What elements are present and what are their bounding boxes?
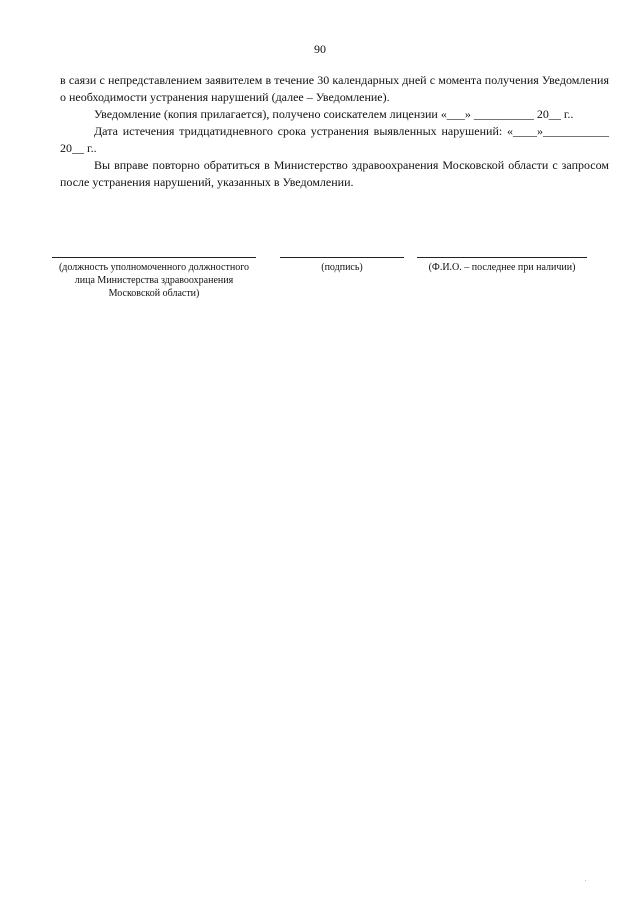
position-line xyxy=(52,257,256,258)
position-caption: (должность уполномоченного должностного лица Министерства здравоохранения Московской области) xyxy=(58,262,250,299)
signature-name-field xyxy=(417,257,587,274)
document-body xyxy=(60,72,609,191)
sign-caption: (подпись) xyxy=(321,262,363,273)
name-line xyxy=(417,257,587,258)
paragraph-deadline-date: Дата истечения тридцатидневного срока устранения выявленных нарушений: «____»___________ 20__ г.. xyxy=(60,124,609,155)
signature-sign-field xyxy=(280,257,404,274)
scan-speck xyxy=(585,880,586,881)
paragraph-reapply-right: Вы вправе повторно обратиться в Министерство здравоохранения Московской области с запросом после устранения нарушений, указанных в Уведомлении. xyxy=(60,158,609,189)
name-caption: (Ф.И.О. – последнее при наличии) xyxy=(428,262,576,273)
page-number: 90 xyxy=(314,42,326,56)
signature-position-field xyxy=(52,257,256,300)
paragraph-notice-received: Уведомление (копия прилагается), получено соискателем лицензии «___» __________ 20__ г.. xyxy=(94,107,574,121)
sign-line xyxy=(280,257,404,258)
paragraph-failure-reason: в саязи с непредставлением заявителем в течение 30 календарных дней с момента получения Уведомления о необходимости устранения нарушений (далее – Уведомление). xyxy=(60,73,609,104)
